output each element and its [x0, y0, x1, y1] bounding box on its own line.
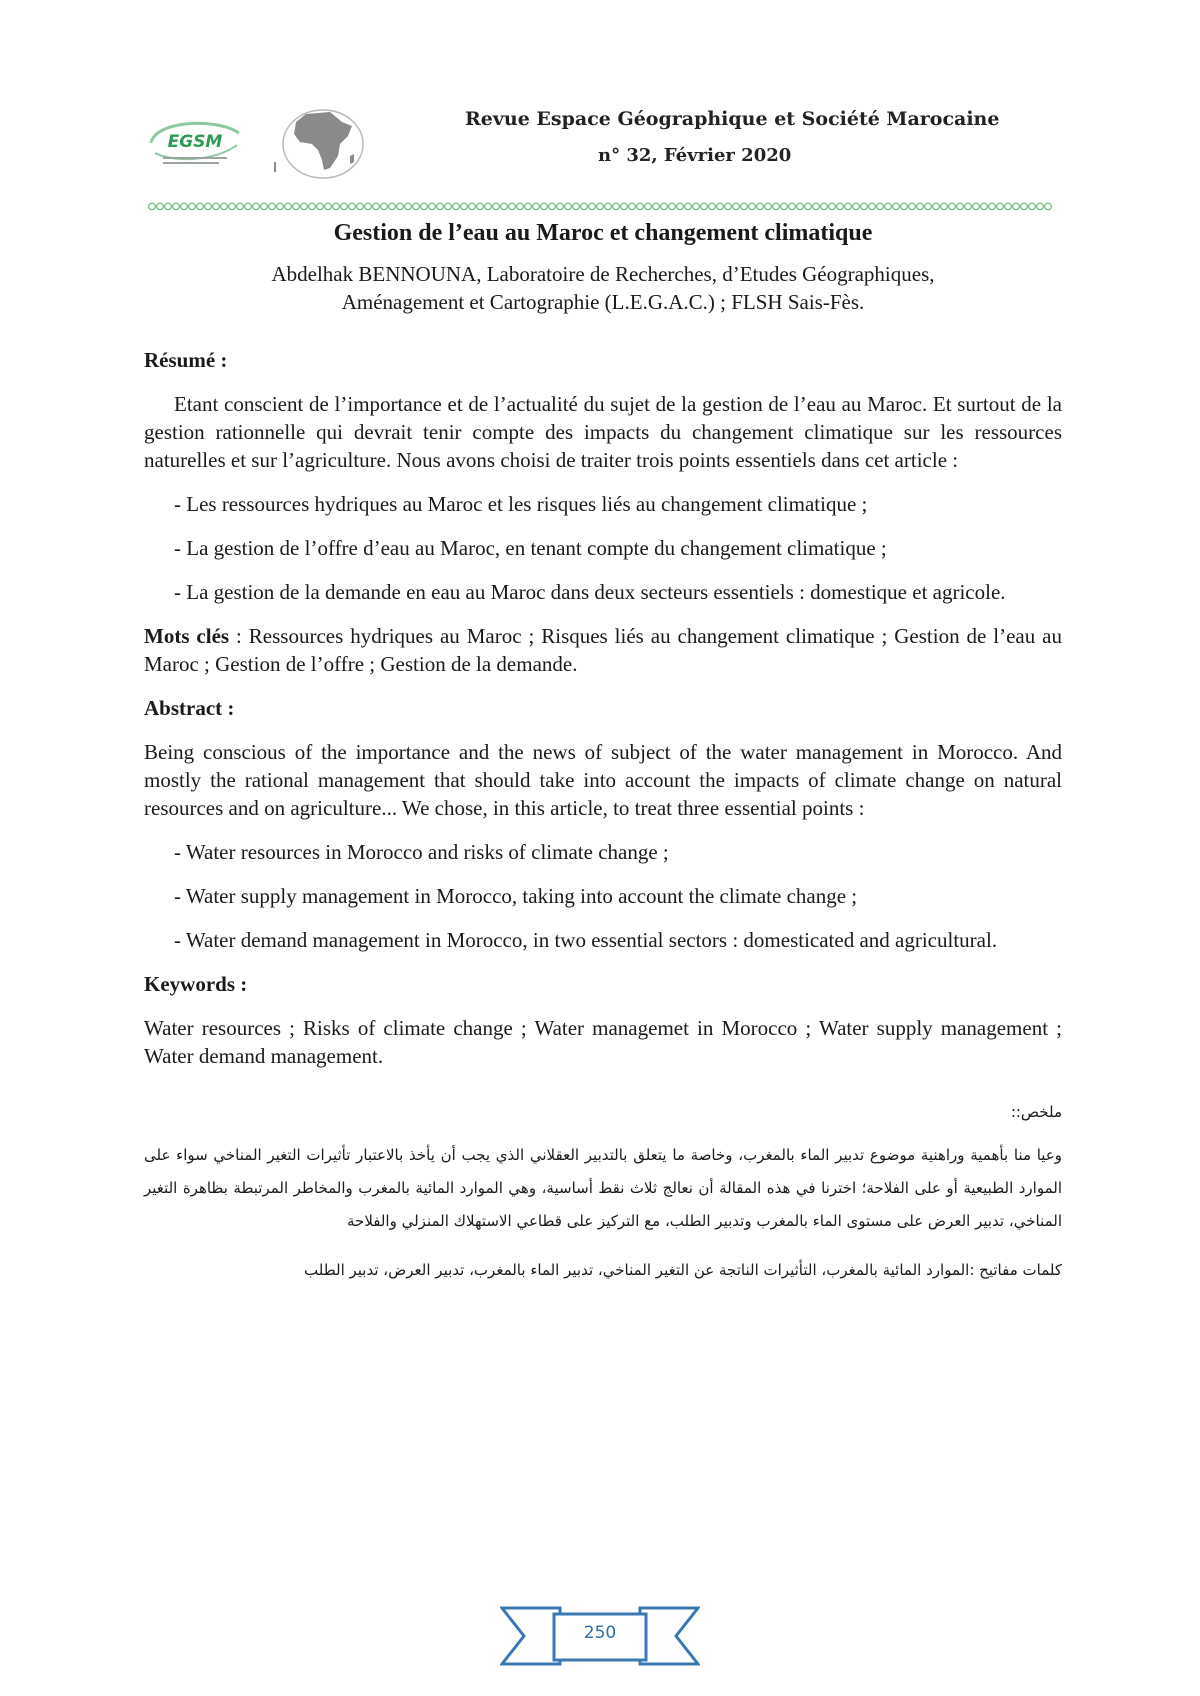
page-header [0, 0, 1200, 200]
abstract-point: - Water supply management in Morocco, taking into account the climate change ; [174, 884, 858, 908]
page-number: 250 [583, 1623, 617, 1643]
article-body [144, 218, 1062, 1287]
resume-keywords [144, 622, 1062, 678]
author-line-2: Aménagement et Cartographie (L.E.G.A.C.) ; FLSH Sais-Fès. [341, 290, 865, 314]
keywords-heading: Keywords : [144, 972, 248, 996]
resume-heading: Résumé : [144, 348, 228, 372]
author-line-1: Abdelhak BENNOUNA, Laboratoire de Recherches, d’Etudes Géographiques, [271, 262, 935, 286]
abstract-point: - Water demand management in Morocco, in two essential sectors : domesticated and agricultural. [174, 928, 998, 952]
decorative-rule [148, 202, 1056, 211]
journal-issue: n° 32, Février 2020 [598, 145, 792, 166]
africa-map-logo [268, 104, 368, 182]
abstract-point: - Water resources in Morocco and risks of climate change ; [174, 840, 669, 864]
arabic-keywords: كلمات مفاتيح :الموارد المائية بالمغرب، التأثيرات الناتجة عن التغير المناخي، تدبير الماء بالمغرب، تدبير العرض، تدبير الطلب [304, 1261, 1062, 1279]
arabic-summary-body: وعيا منا بأهمية وراهنية موضوع تدبير الماء بالمغرب، وخاصة ما يتعلق بالتدبير العقلاني الذي يجب أن يأخذ بالاعتبار تأثيرات التغير المناخي سواء على الموارد الطبيعية أو على الفلاحة؛ اخترنا في هذه المقالة أن نعالج ثلاث نقط أساسية، وهي الموارد المائية بالمغرب والمخاطر المرتبطة بظاهرة التغير المناخي، تدبير العرض على مستوى الماء بالمغرب وتدبير الطلب، مع التركيز على قطاعي الاستهلاك المنزلي والفلاحة [144, 1146, 1062, 1230]
egsm-logo-text: EGSM [167, 132, 223, 152]
abstract-keywords: Water resources ; Risks of climate change ; Water managemet in Morocco ; Water supply management ; Water demand management. [144, 1016, 1062, 1068]
author-affiliation [144, 260, 1062, 316]
arabic-summary-heading: ملخص:: [1010, 1103, 1062, 1121]
journal-name: Revue Espace Géographique et Société Marocaine [465, 108, 1000, 130]
resume-point: - La gestion de la demande en eau au Maroc dans deux secteurs essentiels : domestique et agricole. [174, 580, 1006, 604]
resume-point: - La gestion de l’offre d’eau au Maroc, en tenant compte du changement climatique ; [174, 536, 887, 560]
keywords-text: : Ressources hydriques au Maroc ; Risques liés au changement climatique ; Gestion de l’eau au Maroc ; Gestion de l’offre ; Gestion de la demande. [144, 624, 1062, 676]
resume-point: - Les ressources hydriques au Maroc et les risques liés au changement climatique ; [174, 492, 868, 516]
resume-intro: Etant conscient de l’importance et de l’actualité du sujet de la gestion de l’eau au Maroc. Et surtout de la gestion rationnelle qui devrait tenir compte des impacts du changement climatique sur les ressources naturelles et sur l’agriculture. Nous avons choisi de traiter trois points essentiels dans cet article : [144, 392, 1062, 472]
keywords-label: Mots clés [144, 624, 230, 648]
article-title: Gestion de l’eau au Maroc et changement climatique [333, 220, 873, 246]
abstract-heading: Abstract : [144, 696, 235, 720]
egsm-logo [145, 113, 245, 171]
abstract-intro: Being conscious of the importance and the news of subject of the water management in Morocco. And mostly the rational management that should take into account the impacts of climate change on natural resources and on agriculture... We chose, in this article, to treat three essential points : [144, 740, 1062, 820]
